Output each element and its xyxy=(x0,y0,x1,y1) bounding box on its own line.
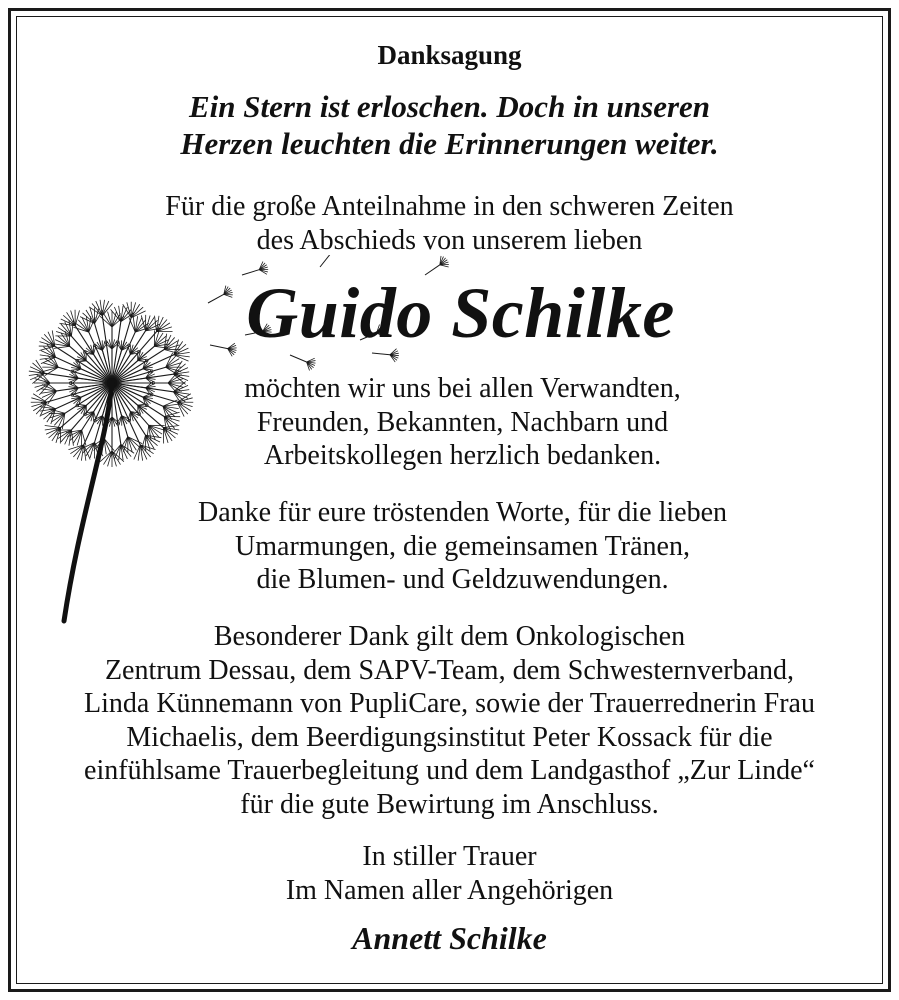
thanks-text xyxy=(0,372,899,473)
closing-line: In stiller Trauer xyxy=(362,841,537,872)
motto-line: Ein Stern ist erloschen. Doch in unseren xyxy=(188,89,711,124)
closing-line: Im Namen aller Angehörigen xyxy=(285,874,614,906)
thanks-words-line: Umarmungen, die gemeinsamen Tränen, xyxy=(235,530,690,562)
thanks-words-line: Danke für eure tröstenden Worte, für die lieben xyxy=(197,497,728,528)
motto-quote xyxy=(0,88,899,162)
special-thanks-line: Besonderer Dank gilt dem Onkologischen xyxy=(213,621,686,652)
closing-text xyxy=(0,840,899,907)
thanks-line: Arbeitskollegen herzlich bedanken. xyxy=(263,440,662,471)
notice-heading: Danksagung xyxy=(377,40,522,70)
thanks-line: möchten wir uns bei allen Verwandten, xyxy=(244,373,681,404)
special-thanks-line: einfühlsame Trauerbegleitung und dem Landgasthof „Zur Linde“ xyxy=(84,755,815,786)
motto-line: Herzen leuchten die Erinnerungen weiter. xyxy=(180,126,719,161)
special-thanks-line: für die gute Bewirtung im Anschluss. xyxy=(240,788,659,820)
special-thanks-line: Zentrum Dessau, dem SAPV-Team, dem Schwesternverband, xyxy=(104,654,795,686)
special-thanks-text xyxy=(0,620,899,821)
deceased-name: Guido Schilke xyxy=(246,273,675,353)
thanks-line: Freunden, Bekannten, Nachbarn und xyxy=(256,406,669,438)
intro-text xyxy=(0,190,899,257)
special-thanks-line: Linda Künnemann von PupliCare, sowie der Trauerrednerin Frau xyxy=(84,688,815,719)
thanks-words-line: die Blumen- und Geldzuwendungen. xyxy=(256,564,669,595)
signature: Annett Schilke xyxy=(352,920,547,956)
thanks-words-text xyxy=(0,496,899,597)
special-thanks-line: Michaelis, dem Beerdigungsinstitut Peter Kossack für die xyxy=(126,721,773,753)
intro-line: Für die große Anteilnahme in den schweren Zeiten xyxy=(165,191,734,222)
intro-line: des Abschieds von unserem lieben xyxy=(256,224,643,256)
